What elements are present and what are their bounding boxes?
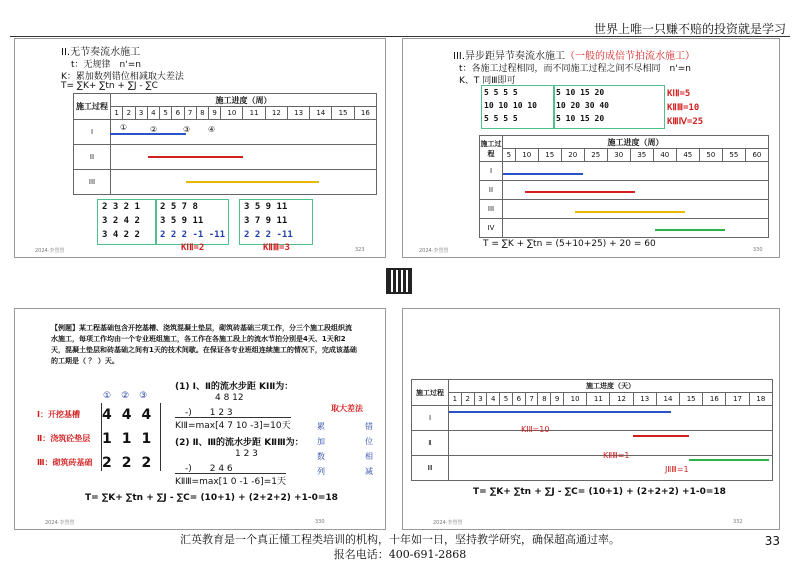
tick-label: 7: [184, 107, 196, 120]
bar-process-3: [689, 459, 769, 461]
header: [0, 0, 800, 40]
step1-a: 4 8 12: [215, 393, 244, 403]
calc-row: 5 10 15 20: [556, 114, 605, 123]
tick-label: 8: [538, 393, 551, 406]
tick-label: 3: [474, 393, 487, 406]
tick-label: 16: [703, 393, 726, 406]
step2-result: KⅡⅢ=max[1 0 -1 -6]=1天: [175, 473, 286, 487]
calc-row: 5 5 5 5: [484, 88, 518, 97]
bar-process-3: [575, 211, 685, 213]
tick-label: 30: [607, 149, 630, 162]
tick-label: 40: [653, 149, 676, 162]
slide2-k2: KⅡⅢ=10: [667, 103, 700, 113]
slide-example: [14, 308, 386, 530]
label-process-3: Ⅲ：砌筑砖基础: [37, 458, 93, 467]
tick-label: 11: [243, 107, 265, 120]
bar-process-2: [525, 191, 635, 193]
tick-label: 2: [461, 393, 474, 406]
step1-b: -) 1 2 3: [185, 408, 233, 418]
slide3-footer-right: 330: [315, 519, 325, 525]
col-progress: 施工进度（周）: [111, 94, 377, 107]
slide3-footer-left: 2024·李烈烈: [45, 520, 75, 526]
tick-label: 14: [656, 393, 679, 406]
tick-label: 12: [610, 393, 633, 406]
k23-label: KⅡⅢ=1: [603, 451, 630, 460]
slide-unequal-step: [402, 38, 780, 258]
calc-row: 5 5 5 5: [484, 114, 518, 123]
slide1-k2: KⅡⅢ=3: [263, 243, 290, 253]
tick-label: 35: [630, 149, 653, 162]
calc-row: 3 5 9 11: [160, 216, 204, 226]
rhythm-matrix: [101, 403, 161, 471]
tick-label: 3: [135, 107, 147, 120]
bottom-line-2: 报名电话：400-691-2868: [333, 548, 467, 561]
tick-label: 4: [487, 393, 500, 406]
tick-label: 15: [680, 393, 703, 406]
slide4-schedule-table: [411, 379, 773, 481]
bar-process-2: [148, 156, 243, 158]
example-text: 【例题】某工程基础包含开挖基槽、浇筑混凝土垫层，砌筑砖基础三项工作，分三个施工段组织流水施工，每项工作均由一个专业班组施工，各工作在各施工段上的流水节拍分别是4天、1天和2天，混凝土垫层和砖基础之间有1天的技术间歇。在保证各专业班组连续施工的情况下，完成该基础的工期是（ ？ ）天。: [51, 324, 357, 365]
col-process: 施工过程: [412, 380, 449, 406]
tick-label: 9: [551, 393, 564, 406]
tick-label: 8: [196, 107, 208, 120]
matrix-row: 222: [102, 455, 162, 471]
step1-result: KⅠⅡ=max[4 7 10 -3]=10天: [175, 417, 291, 431]
tick-label: 9: [209, 107, 221, 120]
col-progress: 施工进度（周）: [503, 136, 769, 149]
slide2-k3: KⅢⅣ=25: [667, 117, 704, 127]
calc-diff: 2 2 2 -11: [244, 230, 293, 240]
row-label: Ⅰ: [412, 406, 449, 431]
bar-process-1: [449, 411, 671, 413]
slide4-formula: T= ∑K+ ∑tn + ∑J - ∑C= (10+1) + (2+2+2) +1-0=18: [473, 487, 726, 497]
slide2-calc-box: [481, 85, 555, 129]
tick-label: 13: [287, 107, 309, 120]
tick-label: 16: [354, 107, 376, 120]
segment-marker: ④: [208, 125, 216, 134]
col-process: 施工过程: [74, 94, 111, 120]
matrix-row: 111: [102, 431, 162, 447]
slide-example-schedule: [402, 308, 780, 530]
col-progress: 施工进度（天）: [449, 380, 773, 393]
slide4-footer-right: 332: [733, 519, 743, 525]
method-title: 取大差法: [331, 404, 363, 413]
calc-row: 3 5 9 11: [244, 202, 288, 212]
calc-row: 3 7 9 11: [244, 216, 288, 226]
bar-process-3: [186, 181, 319, 183]
slide2-title: [453, 47, 695, 62]
bar-process-2: [633, 435, 689, 437]
segment-marker: ③: [183, 125, 191, 134]
calc-row: 10 10 10 10: [484, 101, 537, 110]
slide2-k1: KⅠⅡ=5: [667, 89, 691, 99]
method-col-1: 累 加 数 列: [317, 422, 325, 476]
calc-row: 5 10 15 20: [556, 88, 605, 97]
tick-label: 10: [564, 393, 587, 406]
segment-marker: ①: [120, 123, 128, 132]
tick-label: 4: [147, 107, 159, 120]
tick-label: 20: [561, 149, 584, 162]
tick-label: 17: [726, 393, 749, 406]
bottom-line-1: 汇英教育是一个真正懂工程类培训的机构，十年如一日，坚持教学研究，确保超高通过率。: [180, 533, 620, 546]
k12-label: KⅠⅡ=10: [521, 425, 550, 434]
row-label: I: [480, 162, 503, 181]
step1-title: (1) Ⅰ、Ⅱ的流水步距 KⅠⅡ为：: [175, 382, 294, 392]
matrix-row: 444: [102, 407, 162, 423]
segment-marker: ②: [150, 125, 158, 134]
tick-label: 12: [265, 107, 287, 120]
slide2-line1: t：各施工过程相同，而不同施工过程之间不尽相同 n'=n: [459, 64, 691, 74]
tick-label: 6: [512, 393, 525, 406]
slide2-title-text: III.异步距异节奏流水施工: [453, 51, 566, 62]
slide2-schedule-table: [479, 135, 769, 238]
slide-no-rhythm: [14, 38, 386, 258]
row-label: IV: [480, 219, 503, 238]
method-col-2: 错 位 相 减: [365, 422, 373, 476]
tick-label: 1: [449, 393, 462, 406]
tick-label: 11: [587, 393, 610, 406]
slide1-k1: KⅠⅡ=2: [181, 243, 205, 253]
row-label: I: [74, 120, 111, 145]
slide1-footer-right: 323: [355, 247, 365, 253]
slide1-schedule-table: [73, 93, 377, 195]
step2-a: 1 2 3: [235, 449, 258, 459]
bar-process-1: [503, 173, 583, 175]
calc-row: 2 3 2 1: [102, 202, 140, 212]
label-process-1: Ⅰ：开挖基槽: [37, 410, 80, 419]
slide1-title: II.无节奏流水施工: [61, 47, 141, 58]
slide1-formula: T= ∑K+ ∑tn + ∑J - ∑C: [61, 81, 158, 91]
tick-label: 5: [503, 149, 516, 162]
row-label: Ⅱ: [412, 431, 449, 456]
tick-label: 45: [676, 149, 699, 162]
row-label: Ⅲ: [412, 456, 449, 481]
slide2-title-note: （一般的成倍节拍流水施工）: [565, 51, 696, 62]
tick-label: 55: [722, 149, 745, 162]
bar-process-4: [655, 229, 725, 231]
tick-label: 15: [332, 107, 354, 120]
slide1-line1: t：无规律 n'=n: [71, 60, 141, 70]
tick-label: 5: [160, 107, 172, 120]
step2-b: -) 2 4 6: [185, 464, 233, 474]
row-label: II: [480, 181, 503, 200]
tick-label: 2: [123, 107, 135, 120]
slide2-formula: T = ∑K + ∑tn = (5+10+25) + 20 = 60: [483, 239, 656, 249]
slide2-line2: K、T 同Ⅲ即可: [459, 76, 516, 86]
step2-title: (2) Ⅱ、Ⅲ的流水步距 KⅡⅢ为：: [175, 438, 304, 448]
label-process-2: Ⅱ：浇筑砼垫层: [37, 434, 91, 443]
row-label: III: [74, 170, 111, 195]
header-divider: [10, 36, 790, 37]
slide3-formula: T= ∑K+ ∑tn + ∑J - ∑C= (10+1) + (2+2+2) +1-0=18: [85, 493, 338, 503]
calc-row: 3 4 2 2: [102, 230, 140, 240]
calc-row: 3 2 4 2: [102, 216, 140, 226]
qr-code[interactable]: [386, 268, 412, 294]
tick-label: 6: [172, 107, 184, 120]
calc-row: 10 20 30 40: [556, 101, 609, 110]
tick-label: 15: [538, 149, 561, 162]
j23-label: JⅡⅢ=1: [665, 465, 689, 474]
tick-label: 5: [500, 393, 513, 406]
tick-label: 10: [515, 149, 538, 162]
row-label: III: [480, 200, 503, 219]
segment-header: ①②③: [103, 391, 158, 401]
calc-row: 2 5 7 8: [160, 202, 198, 212]
row-label: II: [74, 145, 111, 170]
bar-process-1: [110, 133, 186, 135]
slide2-calc-box-2: [553, 85, 665, 129]
calc-diff: 2 2 2 -1 -11: [160, 230, 226, 240]
tick-label: 18: [749, 393, 772, 406]
tick-label: 13: [633, 393, 656, 406]
tick-label: 60: [745, 149, 768, 162]
tick-label: 25: [584, 149, 607, 162]
tick-label: 1: [111, 107, 123, 120]
slide1-calc-box-b: [155, 199, 229, 245]
slide4-footer-left: 2024·李烈烈: [433, 520, 463, 526]
slide1-calc-box-c: [239, 199, 313, 245]
slide2-footer-left: 2024·李烈烈: [419, 248, 449, 254]
tick-label: 10: [221, 107, 243, 120]
tick-label: 7: [525, 393, 538, 406]
slide1-footer-left: 2024·李烈烈: [35, 248, 65, 254]
col-process: 施工过程: [480, 136, 503, 162]
slide2-footer-right: 330: [753, 247, 763, 253]
tick-label: 14: [310, 107, 332, 120]
page-number: 33: [764, 534, 780, 548]
tick-label: 50: [699, 149, 722, 162]
header-motto: 世界上唯一只赚不赔的投资就是学习: [593, 22, 786, 36]
slide1-line2: K：累加数列错位相减取大差法: [61, 72, 184, 82]
slide1-calc-box-a: [97, 199, 157, 245]
